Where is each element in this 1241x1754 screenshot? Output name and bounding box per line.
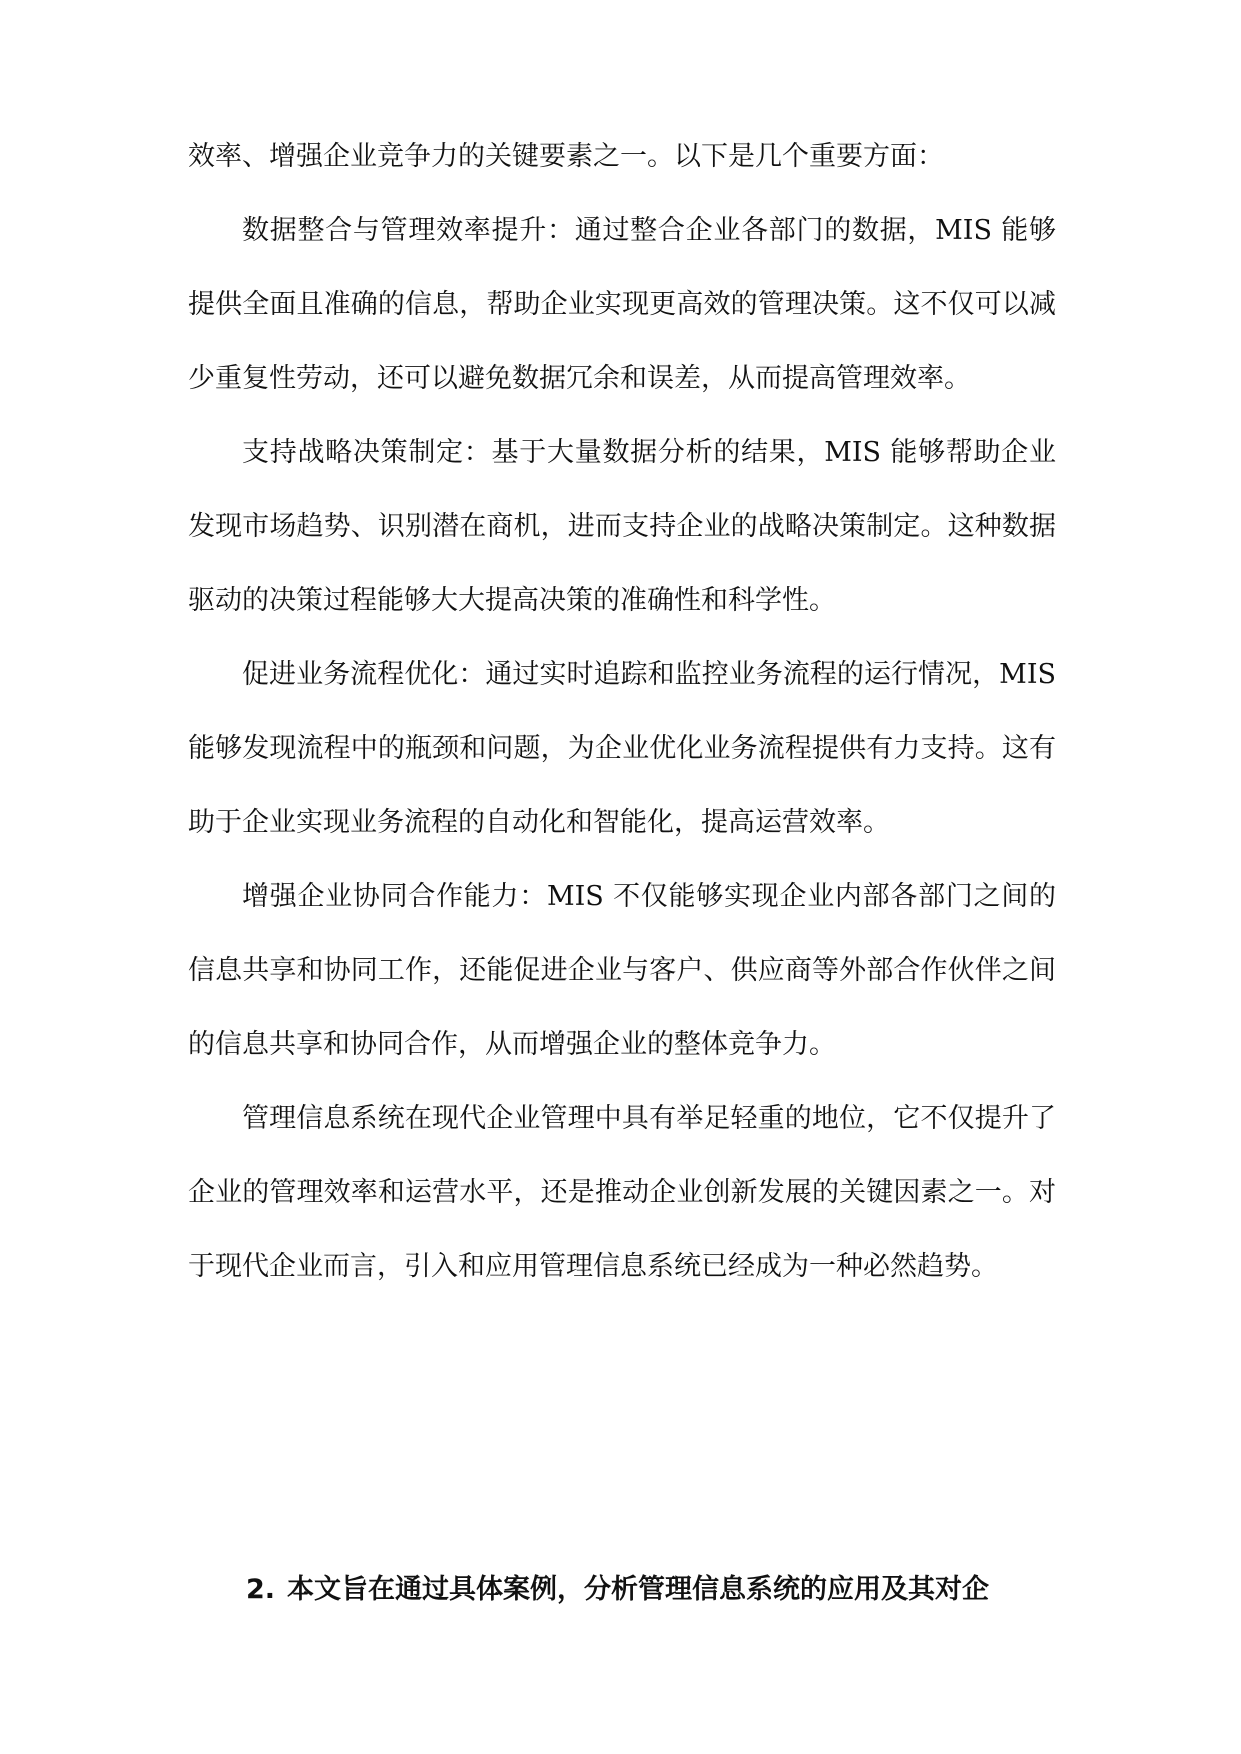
section-heading-text: 本文旨在通过具体案例，分析管理信息系统的应用及其对企 bbox=[287, 1574, 990, 1605]
paragraph-collaboration: 增强企业协同合作能力：MIS 不仅能够实现企业内部各部门之间的信息共享和协同工作，还能促进企业与客户、供应商等外部合作伙伴之间的信息共享和协同合作，从而增强企业的整体竞争力。 bbox=[188, 881, 1056, 1060]
paragraph-data-integration: 数据整合与管理效率提升：通过整合企业各部门的数据，MIS 能够提供全面且准确的信息，帮助企业实现更高效的管理决策。这不仅可以减少重复性劳动，还可以避免数据冗余和误差，从而提高管理效率。 bbox=[188, 215, 1056, 394]
body-text bbox=[188, 120, 1056, 1304]
paragraph-continuation: 效率、增强企业竞争力的关键要素之一。以下是几个重要方面： bbox=[188, 141, 944, 172]
paragraph-process-optimization: 促进业务流程优化：通过实时追踪和监控业务流程的运行情况，MIS 能够发现流程中的瓶颈和问题，为企业优化业务流程提供有力支持。这有助于企业实现业务流程的自动化和智能化，提高运营效率。 bbox=[188, 659, 1056, 838]
section-heading bbox=[246, 1560, 1066, 1620]
paragraph-strategic-decision: 支持战略决策制定：基于大量数据分析的结果，MIS 能够帮助企业发现市场趋势、识别潜在商机，进而支持企业的战略决策制定。这种数据驱动的决策过程能够大大提高决策的准确性和科学性。 bbox=[188, 437, 1056, 616]
section-number: 2. bbox=[246, 1574, 276, 1605]
paragraph-summary: 管理信息系统在现代企业管理中具有举足轻重的地位，它不仅提升了企业的管理效率和运营水平，还是推动企业创新发展的关键因素之一。对于现代企业而言，引入和应用管理信息系统已经成为一种必然趋势。 bbox=[188, 1103, 1056, 1282]
